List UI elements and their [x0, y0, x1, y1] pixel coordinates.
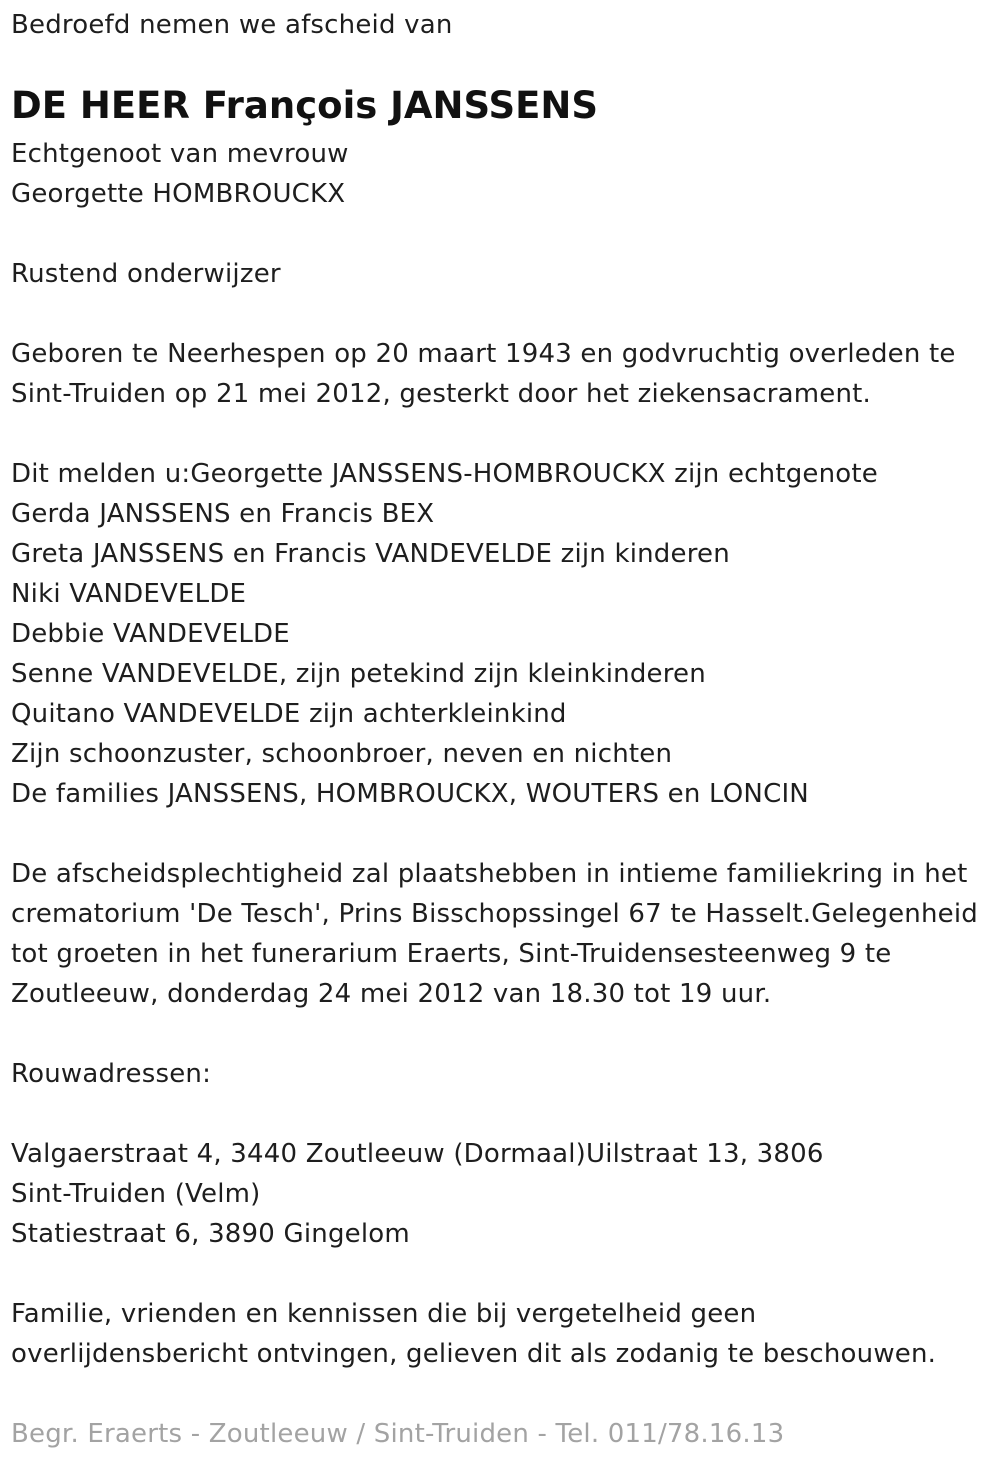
birth-death-line: Sint-Truiden op 21 mei 2012, gesterkt door het ziekensacrament.	[11, 379, 871, 409]
address-line: Statiestraat 6, 3890 Gingelom	[11, 1219, 410, 1249]
ceremony-line: Zoutleeuw, donderdag 24 mei 2012 van 18.30 tot 19 uur.	[11, 979, 772, 1009]
closing-line: Familie, vrienden en kennissen die bij vergetelheid geen	[11, 1299, 757, 1329]
birth-death-block	[11, 334, 956, 414]
deceased-name: DE HEER François JANSSENS	[11, 84, 599, 127]
spouse-line: Echtgenoot van mevrouw	[11, 139, 349, 169]
funeral-home-footer: Begr. Eraerts - Zoutleeuw / Sint-Truiden - Tel. 011/78.16.13	[11, 1419, 785, 1449]
closing-block	[11, 1294, 936, 1374]
spouse-block	[11, 134, 349, 214]
birth-death-line: Geboren te Neerhespen op 20 maart 1943 en godvruchtig overleden te	[11, 339, 956, 369]
family-line: Quitano VANDEVELDE zijn achterkleinkind	[11, 699, 567, 729]
ceremony-line: tot groeten in het funerarium Eraerts, Sint-Truidensesteenweg 9 te	[11, 939, 892, 969]
family-line: Dit melden u:Georgette JANSSENS-HOMBROUCKX zijn echtgenote	[11, 459, 878, 489]
profession-text: Rustend onderwijzer	[11, 259, 281, 289]
address-line: Valgaerstraat 4, 3440 Zoutleeuw (Dormaal)Uilstraat 13, 3806	[11, 1139, 824, 1169]
family-line: De families JANSSENS, HOMBROUCKX, WOUTERS en LONCIN	[11, 779, 809, 809]
address-line: Sint-Truiden (Velm)	[11, 1179, 261, 1209]
family-line: Greta JANSSENS en Francis VANDEVELDE zijn kinderen	[11, 539, 730, 569]
spouse-line: Georgette HOMBROUCKX	[11, 179, 346, 209]
family-line: Senne VANDEVELDE, zijn petekind zijn kleinkinderen	[11, 659, 706, 689]
family-line: Zijn schoonzuster, schoonbroer, neven en nichten	[11, 739, 673, 769]
ceremony-line: De afscheidsplechtigheid zal plaatshebben in intieme familiekring in het	[11, 859, 968, 889]
family-line: Niki VANDEVELDE	[11, 579, 247, 609]
addresses-heading-block	[11, 1054, 211, 1094]
family-line: Gerda JANSSENS en Francis BEX	[11, 499, 435, 529]
intro-text: Bedroefd nemen we afscheid van	[11, 10, 453, 40]
profession-block	[11, 254, 281, 294]
family-block	[11, 454, 878, 814]
addresses-block	[11, 1134, 824, 1254]
ceremony-line: crematorium 'De Tesch', Prins Bisschopssingel 67 te Hasselt.Gelegenheid	[11, 899, 978, 929]
ceremony-block	[11, 854, 978, 1014]
closing-line: overlijdensbericht ontvingen, gelieven dit als zodanig te beschouwen.	[11, 1339, 937, 1369]
addresses-heading: Rouwadressen:	[11, 1059, 212, 1089]
family-line: Debbie VANDEVELDE	[11, 619, 290, 649]
